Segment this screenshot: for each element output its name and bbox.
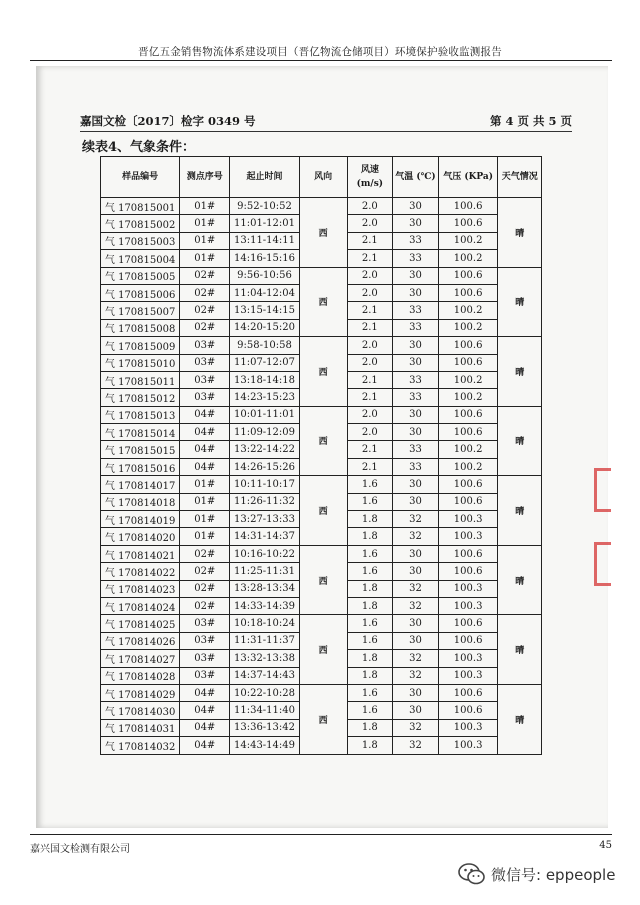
report-top-line — [80, 111, 572, 129]
doc-header: 晋亿五金销售物流体系建设项目（晋亿物流仓储项目）环境保护验收监测报告 — [138, 46, 502, 58]
cell-temperature: 30 — [393, 615, 439, 632]
cell-pressure: 100.6 — [438, 406, 498, 423]
cell-sample-id: 气 170814030 — [101, 702, 180, 719]
cell-point: 04# — [180, 702, 230, 719]
col-header-weather: 天气情况 — [498, 157, 542, 198]
cell-temperature: 30 — [393, 354, 439, 371]
cell-sample-id: 气 170814023 — [101, 580, 180, 597]
weather-table — [100, 156, 542, 755]
cell-sample-id: 气 170815011 — [101, 371, 180, 388]
cell-weather: 晴 — [498, 476, 542, 546]
cell-pressure: 100.6 — [438, 684, 498, 701]
cell-pressure: 100.2 — [438, 319, 498, 336]
cell-temperature: 30 — [393, 563, 439, 580]
cell-sample-id: 气 170814026 — [101, 632, 180, 649]
cell-pressure: 100.2 — [438, 441, 498, 458]
cell-sample-id: 气 170815016 — [101, 458, 180, 475]
cell-sample-id: 气 170815013 — [101, 406, 180, 423]
cell-time: 10:22-10:28 — [230, 684, 300, 701]
cell-weather: 晴 — [498, 267, 542, 337]
cell-weather: 晴 — [498, 337, 542, 407]
col-header-pressure: 气压 (KPa) — [438, 157, 498, 198]
cell-point: 04# — [180, 424, 230, 441]
cell-temperature: 30 — [393, 215, 439, 232]
cell-wind-speed: 1.6 — [347, 563, 393, 580]
cell-pressure: 100.6 — [438, 702, 498, 719]
cell-wind-speed: 1.8 — [347, 719, 393, 736]
cell-time: 10:11-10:17 — [230, 476, 300, 493]
wechat-watermark — [458, 861, 615, 887]
watermark-text: 微信号: eppeople — [491, 865, 616, 884]
cell-wind-speed: 1.6 — [347, 493, 393, 510]
cell-temperature: 30 — [393, 337, 439, 354]
cell-wind-speed: 1.6 — [347, 615, 393, 632]
page-info: 第 4 页 共 5 页 — [489, 114, 572, 128]
cell-sample-id: 气 170815015 — [101, 441, 180, 458]
cell-time: 14:16-15:16 — [230, 250, 300, 267]
cell-wind-speed: 2.1 — [347, 319, 393, 336]
cell-time: 14:26-15:26 — [230, 458, 300, 475]
cell-wind-direction: 西 — [299, 615, 347, 685]
cell-time: 13:11-14:11 — [230, 232, 300, 249]
cell-sample-id: 气 170815007 — [101, 302, 180, 319]
cell-time: 11:31-11:37 — [230, 632, 300, 649]
cell-sample-id: 气 170814022 — [101, 563, 180, 580]
cell-pressure: 100.3 — [438, 650, 498, 667]
cell-pressure: 100.6 — [438, 545, 498, 562]
col-header-point: 测点序号 — [180, 157, 230, 198]
cell-time: 14:43-14:49 — [230, 737, 300, 754]
cell-temperature: 32 — [393, 737, 439, 754]
cell-point: 01# — [180, 511, 230, 528]
cell-time: 14:23-15:23 — [230, 389, 300, 406]
cell-pressure: 100.2 — [438, 458, 498, 475]
cell-time: 10:18-10:24 — [230, 615, 300, 632]
cell-pressure: 100.3 — [438, 737, 498, 754]
cell-temperature: 32 — [393, 650, 439, 667]
cell-temperature: 32 — [393, 528, 439, 545]
cell-pressure: 100.3 — [438, 528, 498, 545]
cell-time: 13:22-14:22 — [230, 441, 300, 458]
cell-sample-id: 气 170815009 — [101, 337, 180, 354]
footer-rule — [30, 834, 612, 835]
cell-time: 9:56-10:56 — [230, 267, 300, 284]
cell-temperature: 30 — [393, 424, 439, 441]
cell-point: 02# — [180, 302, 230, 319]
cell-pressure: 100.6 — [438, 476, 498, 493]
cell-temperature: 30 — [393, 702, 439, 719]
cell-sample-id: 气 170815010 — [101, 354, 180, 371]
cell-temperature: 33 — [393, 319, 439, 336]
cell-point: 02# — [180, 284, 230, 301]
cell-time: 11:04-12:04 — [230, 284, 300, 301]
cell-point: 02# — [180, 597, 230, 614]
cell-time: 9:58-10:58 — [230, 337, 300, 354]
cell-point: 03# — [180, 650, 230, 667]
table-row — [101, 406, 542, 423]
col-header-temp: 气温 (℃) — [393, 157, 439, 198]
cell-point: 01# — [180, 493, 230, 510]
cell-time: 11:25-11:31 — [230, 563, 300, 580]
cell-temperature: 33 — [393, 389, 439, 406]
cell-pressure: 100.6 — [438, 337, 498, 354]
cell-sample-id: 气 170814018 — [101, 493, 180, 510]
cell-wind-speed: 1.8 — [347, 580, 393, 597]
cell-point: 03# — [180, 667, 230, 684]
cell-temperature: 32 — [393, 667, 439, 684]
red-stamp-mark — [594, 542, 611, 586]
cell-wind-direction: 西 — [299, 545, 347, 615]
cell-point: 02# — [180, 545, 230, 562]
cell-weather: 晴 — [498, 684, 542, 754]
cell-sample-id: 气 170814029 — [101, 684, 180, 701]
report-top-rule — [80, 131, 572, 132]
cell-wind-speed: 1.8 — [347, 511, 393, 528]
cell-point: 04# — [180, 406, 230, 423]
cell-point: 01# — [180, 232, 230, 249]
cell-wind-speed: 2.1 — [347, 302, 393, 319]
footer-company: 嘉兴国文检测有限公司 — [30, 844, 130, 855]
cell-pressure: 100.6 — [438, 354, 498, 371]
cell-wind-speed: 1.6 — [347, 684, 393, 701]
cell-pressure: 100.3 — [438, 719, 498, 736]
cell-wind-speed: 2.1 — [347, 250, 393, 267]
cell-pressure: 100.6 — [438, 198, 498, 215]
cell-point: 03# — [180, 389, 230, 406]
cell-sample-id: 气 170815008 — [101, 319, 180, 336]
cell-temperature: 30 — [393, 198, 439, 215]
cell-time: 10:01-11:01 — [230, 406, 300, 423]
cell-wind-speed: 2.0 — [347, 424, 393, 441]
cell-time: 13:36-13:42 — [230, 719, 300, 736]
cell-pressure: 100.6 — [438, 284, 498, 301]
cell-wind-speed: 2.0 — [347, 354, 393, 371]
report-number: 嘉国文检〔2017〕检字 0349 号 — [80, 114, 256, 128]
cell-wind-direction: 西 — [299, 267, 347, 337]
cell-temperature: 30 — [393, 684, 439, 701]
cell-time: 13:32-13:38 — [230, 650, 300, 667]
cell-sample-id: 气 170814019 — [101, 511, 180, 528]
cell-sample-id: 气 170814027 — [101, 650, 180, 667]
cell-pressure: 100.2 — [438, 302, 498, 319]
cell-pressure: 100.6 — [438, 563, 498, 580]
cell-time: 11:26-11:32 — [230, 493, 300, 510]
cell-wind-speed: 2.1 — [347, 458, 393, 475]
cell-wind-direction: 西 — [299, 337, 347, 407]
scanned-page — [36, 66, 608, 828]
cell-wind-direction: 西 — [299, 684, 347, 754]
cell-weather: 晴 — [498, 545, 542, 615]
cell-time: 9:52-10:52 — [230, 198, 300, 215]
cell-sample-id: 气 170814025 — [101, 615, 180, 632]
cell-time: 11:01-12:01 — [230, 215, 300, 232]
cell-point: 04# — [180, 441, 230, 458]
table-header-row — [101, 157, 542, 198]
cell-temperature: 30 — [393, 545, 439, 562]
cell-wind-speed: 1.8 — [347, 597, 393, 614]
cell-wind-direction: 西 — [299, 198, 347, 268]
cell-pressure: 100.6 — [438, 493, 498, 510]
cell-pressure: 100.6 — [438, 615, 498, 632]
cell-wind-direction: 西 — [299, 406, 347, 476]
cell-wind-speed: 1.6 — [347, 476, 393, 493]
cell-wind-speed: 1.8 — [347, 737, 393, 754]
cell-time: 13:28-13:34 — [230, 580, 300, 597]
cell-pressure: 100.6 — [438, 215, 498, 232]
cell-pressure: 100.3 — [438, 667, 498, 684]
cell-pressure: 100.2 — [438, 371, 498, 388]
cell-sample-id: 气 170815014 — [101, 424, 180, 441]
cell-point: 01# — [180, 250, 230, 267]
table-row — [101, 615, 542, 632]
cell-time: 14:33-14:39 — [230, 597, 300, 614]
table-row — [101, 337, 542, 354]
cell-weather: 晴 — [498, 615, 542, 685]
cell-sample-id: 气 170815004 — [101, 250, 180, 267]
cell-point: 02# — [180, 267, 230, 284]
cell-temperature: 32 — [393, 719, 439, 736]
cell-wind-speed: 2.1 — [347, 371, 393, 388]
cell-time: 14:20-15:20 — [230, 319, 300, 336]
header-rule — [30, 60, 612, 61]
cell-point: 03# — [180, 354, 230, 371]
cell-point: 01# — [180, 476, 230, 493]
table-title: 续表4、气象条件： — [82, 140, 196, 155]
cell-sample-id: 气 170815003 — [101, 232, 180, 249]
cell-wind-speed: 2.0 — [347, 215, 393, 232]
table-row — [101, 198, 542, 215]
cell-wind-speed: 2.0 — [347, 198, 393, 215]
cell-sample-id: 气 170814021 — [101, 545, 180, 562]
cell-temperature: 32 — [393, 580, 439, 597]
cell-temperature: 32 — [393, 597, 439, 614]
cell-temperature: 30 — [393, 267, 439, 284]
cell-sample-id: 气 170814020 — [101, 528, 180, 545]
cell-temperature: 33 — [393, 441, 439, 458]
cell-wind-speed: 2.0 — [347, 406, 393, 423]
cell-point: 01# — [180, 215, 230, 232]
cell-pressure: 100.2 — [438, 232, 498, 249]
cell-temperature: 30 — [393, 632, 439, 649]
cell-wind-speed: 1.8 — [347, 650, 393, 667]
cell-pressure: 100.3 — [438, 511, 498, 528]
cell-temperature: 33 — [393, 232, 439, 249]
cell-temperature: 33 — [393, 302, 439, 319]
cell-point: 03# — [180, 615, 230, 632]
cell-point: 01# — [180, 528, 230, 545]
cell-time: 14:31-14:37 — [230, 528, 300, 545]
cell-sample-id: 气 170814031 — [101, 719, 180, 736]
cell-temperature: 30 — [393, 493, 439, 510]
cell-pressure: 100.2 — [438, 250, 498, 267]
cell-pressure: 100.6 — [438, 424, 498, 441]
cell-point: 04# — [180, 684, 230, 701]
cell-wind-speed: 1.8 — [347, 667, 393, 684]
cell-sample-id: 气 170814028 — [101, 667, 180, 684]
page-content — [80, 111, 572, 755]
cell-sample-id: 气 170814017 — [101, 476, 180, 493]
col-header-direction: 风向 — [299, 157, 347, 198]
cell-point: 03# — [180, 337, 230, 354]
cell-wind-speed: 1.6 — [347, 545, 393, 562]
cell-point: 03# — [180, 632, 230, 649]
cell-wind-direction: 西 — [299, 476, 347, 546]
footer-page-number: 45 — [599, 840, 612, 851]
cell-temperature: 30 — [393, 476, 439, 493]
cell-sample-id: 气 170815006 — [101, 284, 180, 301]
col-header-time: 起止时间 — [230, 157, 300, 198]
cell-sample-id: 气 170814024 — [101, 597, 180, 614]
cell-sample-id: 气 170815012 — [101, 389, 180, 406]
cell-time: 13:27-13:33 — [230, 511, 300, 528]
cell-wind-speed: 2.1 — [347, 232, 393, 249]
cell-weather: 晴 — [498, 198, 542, 268]
cell-sample-id: 气 170815005 — [101, 267, 180, 284]
cell-temperature: 33 — [393, 371, 439, 388]
cell-point: 02# — [180, 580, 230, 597]
cell-temperature: 30 — [393, 284, 439, 301]
cell-temperature: 33 — [393, 458, 439, 475]
cell-wind-speed: 1.8 — [347, 528, 393, 545]
cell-pressure: 100.3 — [438, 580, 498, 597]
cell-time: 11:07-12:07 — [230, 354, 300, 371]
cell-pressure: 100.2 — [438, 389, 498, 406]
cell-wind-speed: 1.6 — [347, 702, 393, 719]
table-row — [101, 684, 542, 701]
cell-pressure: 100.3 — [438, 597, 498, 614]
cell-pressure: 100.6 — [438, 267, 498, 284]
table-row — [101, 545, 542, 562]
wechat-icon — [458, 862, 486, 886]
cell-point: 03# — [180, 371, 230, 388]
cell-sample-id: 气 170814032 — [101, 737, 180, 754]
cell-time: 10:16-10:22 — [230, 545, 300, 562]
cell-time: 11:09-12:09 — [230, 424, 300, 441]
cell-pressure: 100.6 — [438, 632, 498, 649]
cell-wind-speed: 2.0 — [347, 267, 393, 284]
cell-wind-speed: 2.0 — [347, 337, 393, 354]
col-header-wind: 风速 (m/s) — [347, 157, 393, 198]
cell-sample-id: 气 170815001 — [101, 198, 180, 215]
col-header-id: 样品编号 — [101, 157, 180, 198]
cell-point: 04# — [180, 737, 230, 754]
cell-temperature: 32 — [393, 511, 439, 528]
cell-point: 02# — [180, 563, 230, 580]
cell-wind-speed: 2.1 — [347, 389, 393, 406]
cell-wind-speed: 2.1 — [347, 441, 393, 458]
table-body — [101, 198, 542, 755]
cell-point: 04# — [180, 458, 230, 475]
cell-temperature: 30 — [393, 406, 439, 423]
cell-sample-id: 气 170815002 — [101, 215, 180, 232]
cell-wind-speed: 2.0 — [347, 284, 393, 301]
cell-time: 13:15-14:15 — [230, 302, 300, 319]
cell-weather: 晴 — [498, 406, 542, 476]
red-stamp-mark — [594, 468, 611, 512]
cell-time: 11:34-11:40 — [230, 702, 300, 719]
cell-time: 14:37-14:43 — [230, 667, 300, 684]
cell-point: 02# — [180, 319, 230, 336]
table-row — [101, 267, 542, 284]
table-row — [101, 476, 542, 493]
cell-wind-speed: 1.6 — [347, 632, 393, 649]
cell-temperature: 33 — [393, 250, 439, 267]
cell-time: 13:18-14:18 — [230, 371, 300, 388]
cell-point: 01# — [180, 198, 230, 215]
cell-point: 04# — [180, 719, 230, 736]
